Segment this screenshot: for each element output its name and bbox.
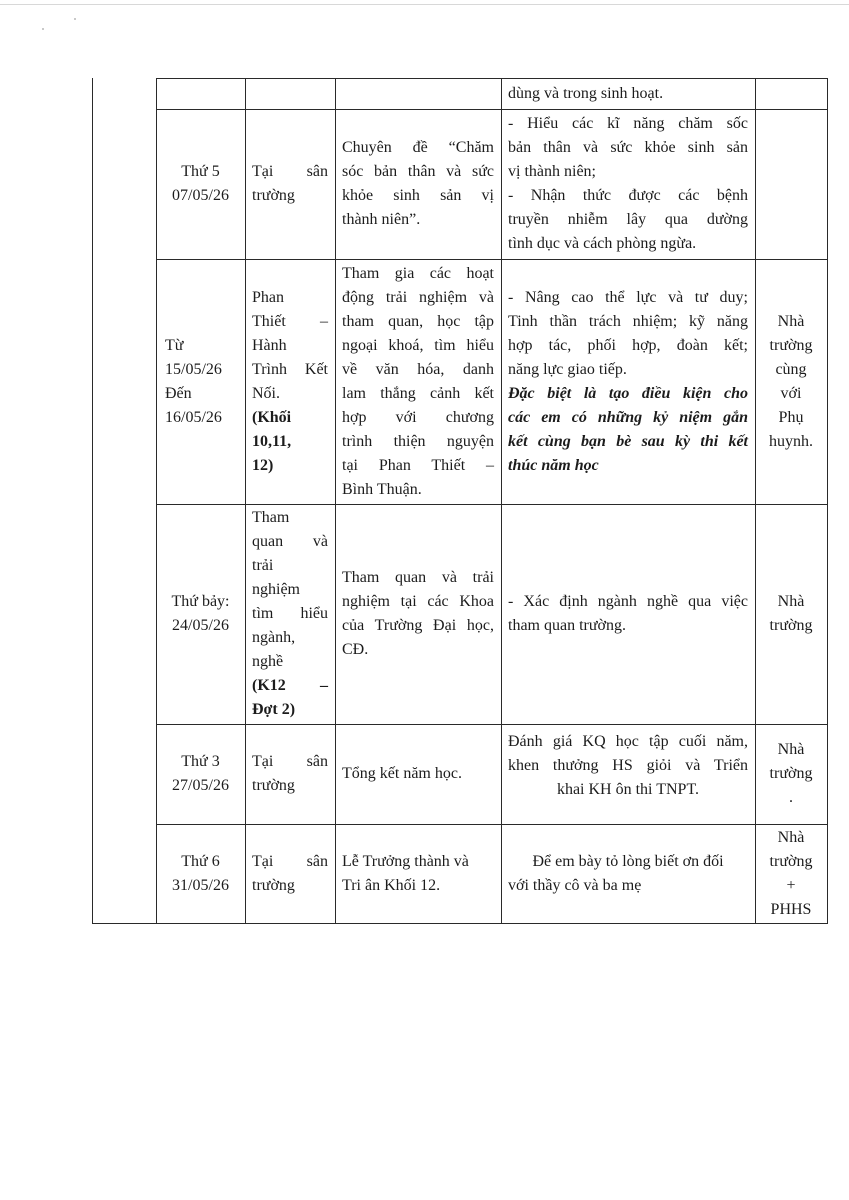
row-4-time: Thứ 3 27/05/26 <box>172 753 229 794</box>
row-4-organizer: Nhà trường . <box>769 741 813 806</box>
row-1-time: Thứ 5 07/05/26 <box>172 163 229 204</box>
row-4-place: Tại sân trường <box>252 753 328 794</box>
row-5-organizer: Nhà trường + PHHS <box>769 828 813 918</box>
row-2-content: Tham gia các hoạt động trải nghiệm và tham quan, học tập ngoại khoá, tìm hiểu về văn hóa, danh lam thắng cảnh kết hợp với chương trình thiện nguyện tại Phan Thiết – Bình Thuận. <box>342 264 494 498</box>
row-3-organizer: Nhà trường <box>769 593 813 634</box>
row-1-place: Tại sân trường <box>252 163 328 204</box>
scan-speck <box>74 18 76 20</box>
scan-speck <box>42 28 44 30</box>
row-4-content: Tổng kết năm học. <box>342 765 462 782</box>
row-1-content: Chuyên đề “Chăm sóc bản thân và sức khỏe sinh sản vị thành niên”. <box>342 139 494 228</box>
activity-schedule-table <box>92 78 828 924</box>
row-1-purpose: - Hiểu các kĩ năng chăm sốc bản thân và sức khỏe sinh sản vị thành niên; - Nhận thức được các bệnh truyền nhiễm lây qua dường tình dục và cách phòng ngừa. <box>508 115 748 252</box>
row-2-organizer: Nhà trường cùng với Phụ huynh. <box>769 312 813 450</box>
row-5-content: Lễ Trưởng thành và Tri ân Khối 12. <box>342 852 469 894</box>
row-3-purpose: - Xác định ngành nghề qua việc tham quan trường. <box>508 593 748 634</box>
row-5-place: Tại sân trường <box>252 852 328 894</box>
row-4-purpose: Đánh giá KQ học tập cuối năm, khen thưởng HS giỏi và Triển khai KH ôn thi TNPT. <box>508 733 748 798</box>
row-0-purpose: dùng và trong sinh hoạt. <box>508 84 664 102</box>
row-2-place: Phan Thiết – Hành Trình Kết Nối. (Khối 10,11, 12) <box>252 288 328 474</box>
row-2-time: Từ 15/05/26 Đến 16/05/26 <box>165 336 222 426</box>
row-3-place: Tham quan và trải nghiệm tìm hiểu ngành, nghề (K12 – Đợt 2) <box>252 509 328 718</box>
row-2-purpose: - Nâng cao thể lực và tư duy; Tinh thần trách nhiệm; kỹ năng hợp tác, phối hợp, đoàn kết; năng lực giao tiếp. Đặc biệt là tạo điều kiện cho các em có những kỷ niệm gắn kết cùng bạn bè sau kỳ thi kết thúc năm học <box>508 288 748 474</box>
row-3-content: Tham quan và trải nghiệm tại các Khoa của Trường Đại học, CĐ. <box>342 569 494 658</box>
row-3-time: Thứ bảy: 24/05/26 <box>171 593 230 634</box>
row-5-time: Thứ 6 31/05/26 <box>172 852 229 894</box>
scan-top-rule <box>0 4 849 5</box>
row-5-purpose: Để em bày tỏ lòng biết ơn đối với thầy cô và ba mẹ <box>508 852 724 894</box>
